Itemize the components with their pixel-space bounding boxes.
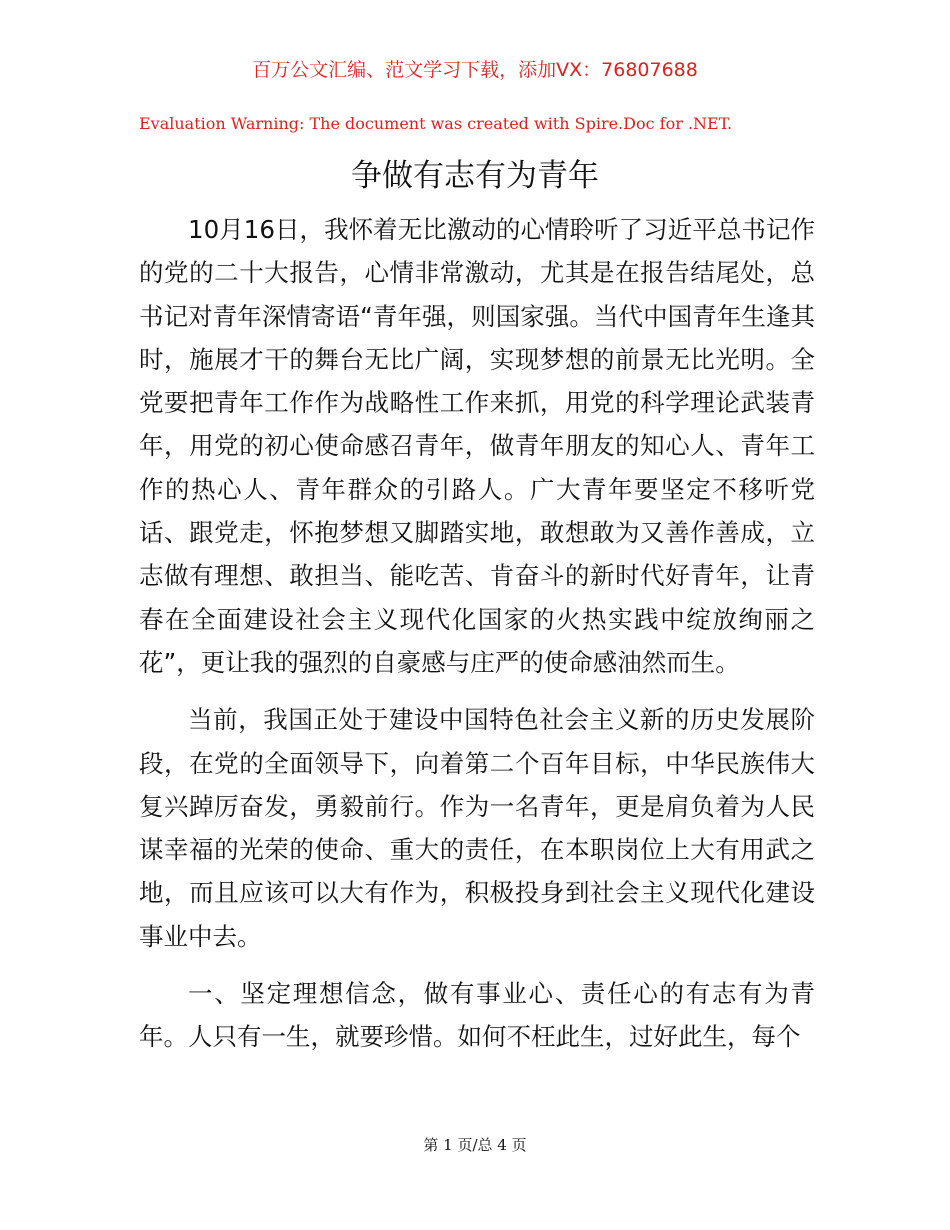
document-title: 争做有志有为青年 — [351, 158, 599, 194]
evaluation-warning: Evaluation Warning: The document was created with Spire.Doc for .NET. — [139, 114, 733, 133]
document-body — [139, 208, 815, 1073]
body-paragraph: 10月16日，我怀着无比激动的心情聆听了习近平总书记作的党的二十大报告，心情非常激动，尤其是在报告结尾处，总书记对青年深情寄语“青年强，则国家强。当代中国青年生逢其时，施展才干的舞台无比广阔，实现梦想的前景无比光明。全党要把青年工作作为战略性工作来抓，用党的科学理论武装青年，用党的初心使命感召青年，做青年朋友的知心人、青年工作的热心人、青年群众的引路人。广大青年要坚定不移听党话、跟党走，怀抱梦想又脚踏实地，敢想敢为又善作善成，立志做有理想、敢担当、能吃苦、肯奋斗的新时代好青年，让青春在全面建设社会主义现代化国家的火热实践中绽放绚丽之花”，更让我的强烈的自豪感与庄严的使命感油然而生。 — [139, 215, 815, 677]
body-paragraph: 一、坚定理想信念，做有事业心、责任心的有志有为青年。人只有一生，就要珍惜。如何不枉此生，过好此生，每个 — [139, 979, 815, 1052]
header-banner: 百万公文汇编、范文学习下载，添加VX：76807688 — [252, 59, 698, 81]
page-footer: 第 1 页/总 4 页 — [423, 1136, 527, 1154]
body-paragraph: 当前，我国正处于建设中国特色社会主义新的历史发展阶段，在党的全面领导下，向着第二个百年目标，中华民族伟大复兴踔厉奋发，勇毅前行。作为一名青年，更是肩负着为人民谋幸福的光荣的使命、重大的责任，在本职岗位上大有用武之地，而且应该可以大有作为，积极投身到社会主义现代化建设事业中去。 — [139, 705, 815, 951]
